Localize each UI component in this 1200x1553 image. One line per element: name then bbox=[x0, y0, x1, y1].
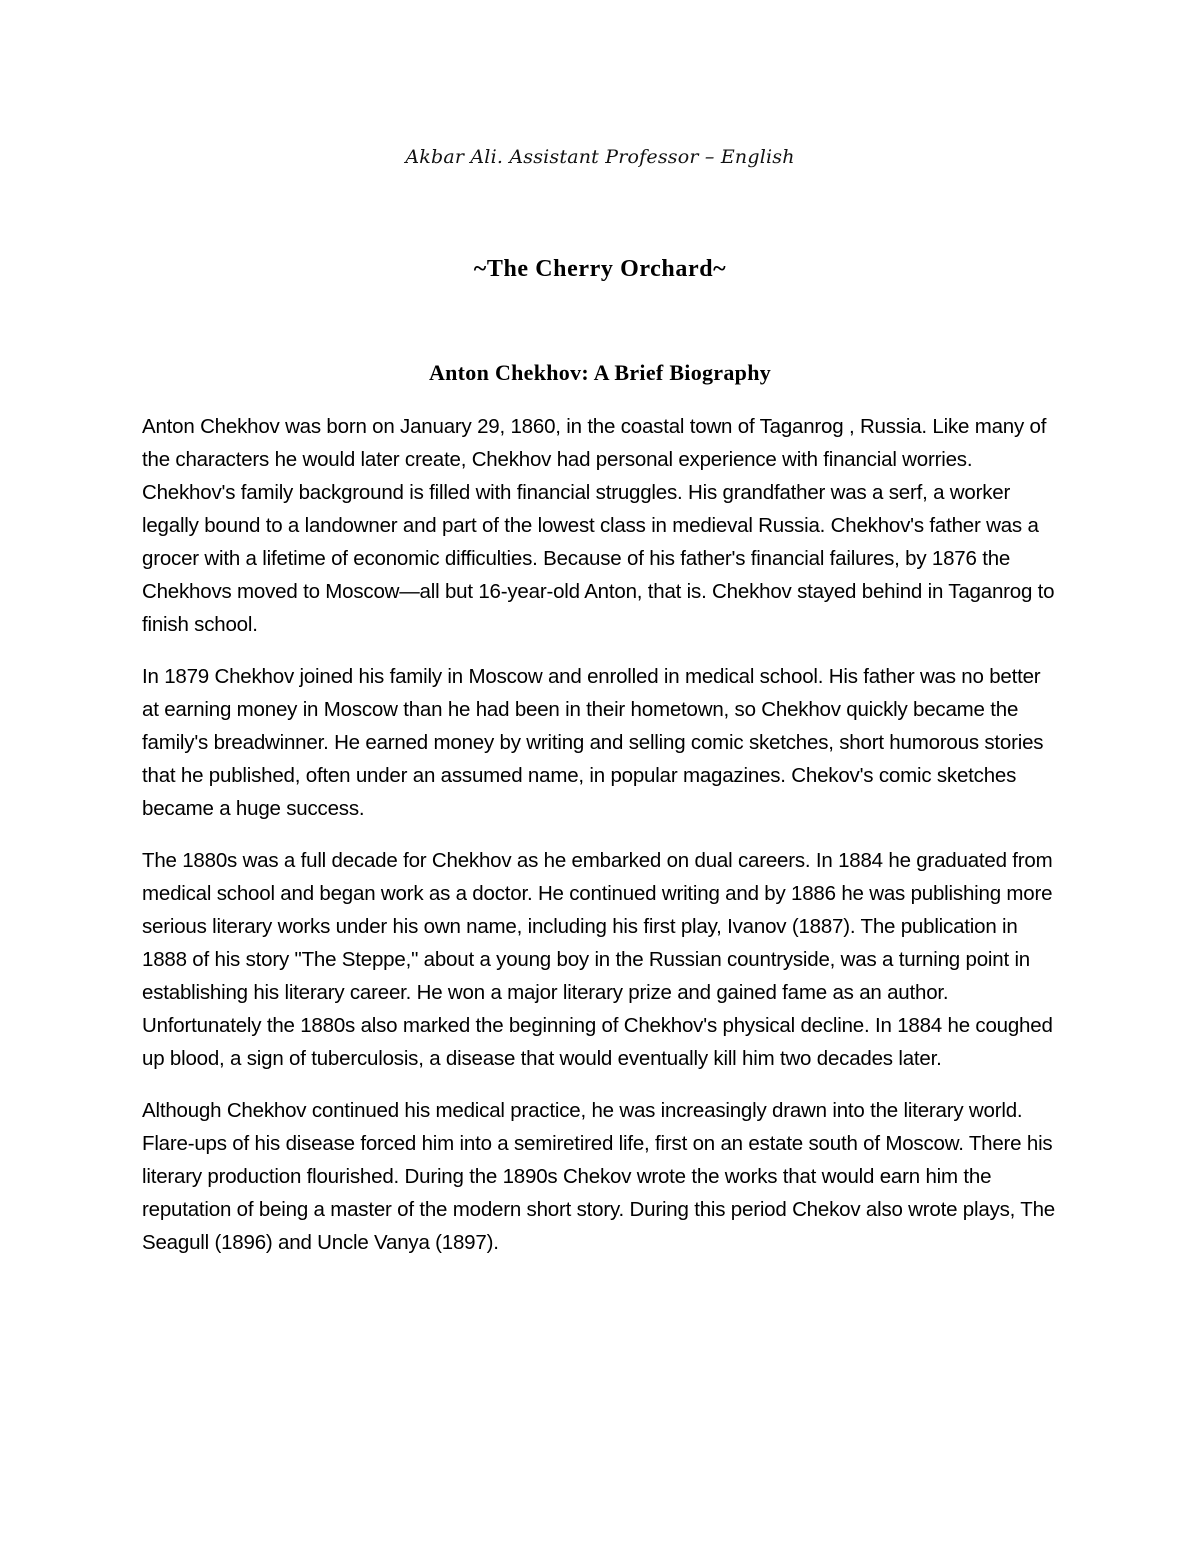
section-heading: Anton Chekhov: A Brief Biography bbox=[428, 360, 772, 385]
paragraph-2: In 1879 Chekhov joined his family in Moscow and enrolled in medical school. His father was no better at earning money in Moscow than he had been in their hometown, so Chekhov quickly became the family's breadwinner. He earned money by writing and selling comic sketches, short humorous stories that he published, often under an assumed name, in popular magazines. Chekov's comic sketches became a huge success. bbox=[142, 665, 1044, 820]
paragraph-1: Anton Chekhov was born on January 29, 1860, in the coastal town of Taganrog , Russia. Like many of the characters he would later create, Chekhov had personal experience with financial worries. Chekhov's family background is filled with financial struggles. His grandfather was a serf, a worker legally bound to a landowner and part of the lowest class in medieval Russia. Chekhov's father was a grocer with a lifetime of economic difficulties. Because of his father's financial failures, by 1876 the Chekhovs moved to Moscow—all but 16-year-old Anton, that is. Chekhov stayed behind in Taganrog to finish school. bbox=[142, 415, 1055, 636]
body-text bbox=[142, 410, 1062, 1278]
paragraph-3: The 1880s was a full decade for Chekhov as he embarked on dual careers. In 1884 he graduated from medical school and began work as a doctor. He continued writing and by 1886 he was publishing more serious literary works under his own name, including his first play, Ivanov (1887). The publication in 1888 of his story "The Steppe," about a young boy in the Russian countryside, was a turning point in establishing his literary career. He won a major literary prize and gained fame as an author. Unfortunately the 1880s also marked the beginning of Chekhov's physical decline. In 1884 he coughed up blood, a sign of tuberculosis, a disease that would eventually kill him two decades later. bbox=[142, 849, 1053, 1070]
paragraph-4: Although Chekhov continued his medical practice, he was increasingly drawn into the literary world. Flare-ups of his disease forced him into a semiretired life, first on an estate south of Moscow. There his literary production flourished. During the 1890s Chekov wrote the works that would earn him the reputation of being a master of the modern short story. During this period Chekov also wrote plays, The Seagull (1896) and Uncle Vanya (1897). bbox=[142, 1099, 1056, 1254]
document-title: ~The Cherry Orchard~ bbox=[473, 256, 727, 282]
author-header: Akbar Ali. Assistant Professor – English bbox=[405, 146, 795, 168]
